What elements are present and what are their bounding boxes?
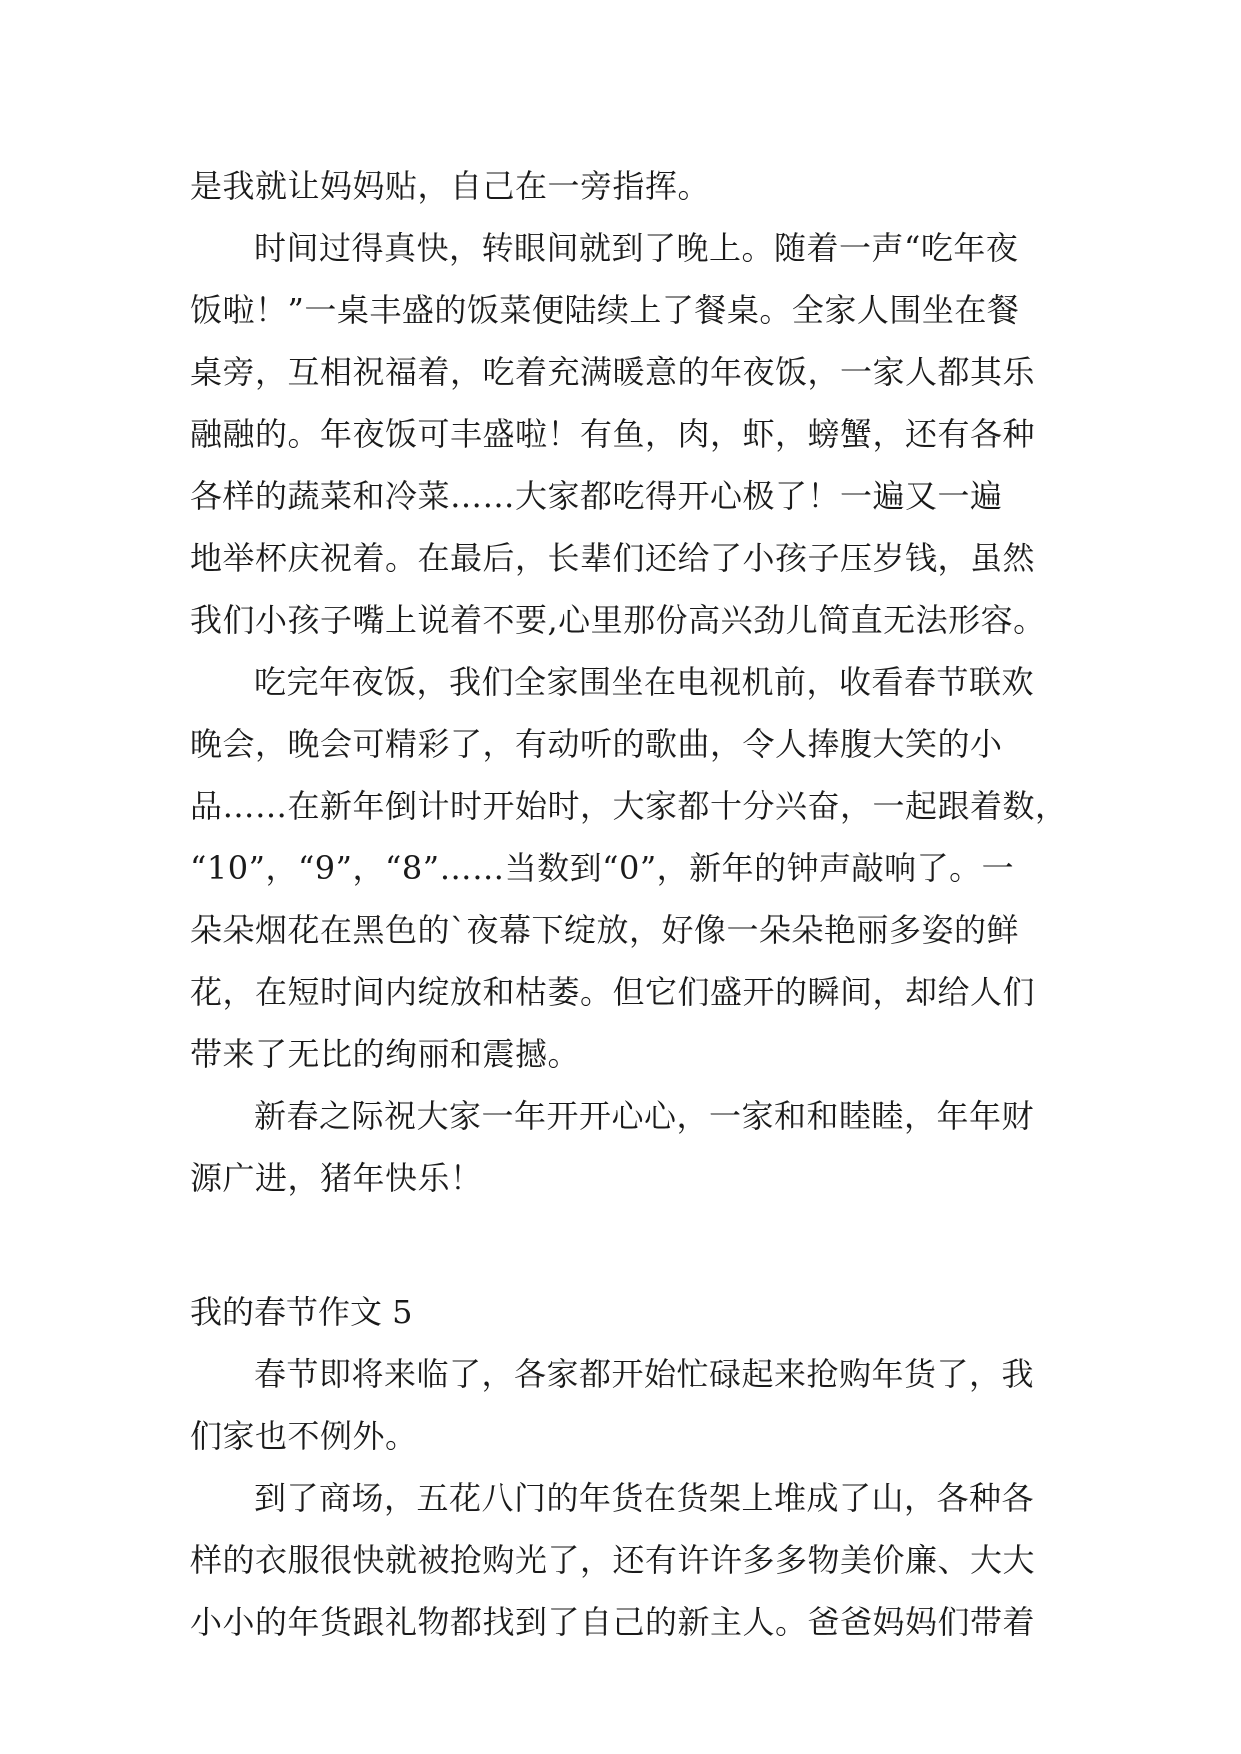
body-text-before-heading xyxy=(190,155,1068,1209)
text-line: 春节即将来临了，各家都开始忙碌起来抢购年货了，我 xyxy=(254,1355,1035,1393)
section-spacer xyxy=(190,1209,1062,1281)
text-line: 到了商场，五花八门的年货在货架上堆成了山，各种各 xyxy=(254,1479,1035,1517)
text-line: 吃完年夜饭，我们全家围坐在电视机前，收看春节联欢 xyxy=(254,663,1035,701)
text-line: 朵朵烟花在黑色的`夜幕下绽放，好像一朵朵艳丽多姿的鲜 xyxy=(190,911,1020,949)
text-line: 花，在短时间内绽放和枯萎。但它们盛开的瞬间，却给人们 xyxy=(190,973,1036,1011)
text-line: 晚会，晚会可精彩了，有动听的歌曲，令人捧腹大笑的小 xyxy=(190,725,1003,763)
text-line: 品……在新年倒计时开始时，大家都十分兴奋，一起跟着数， xyxy=(190,787,1068,825)
document-page xyxy=(190,155,1068,1653)
text-line: 饭啦！”一桌丰盛的饭菜便陆续上了餐桌。全家人围坐在餐 xyxy=(190,291,1020,329)
body-text-after-heading xyxy=(190,1343,1062,1653)
text-line: 小小的年货跟礼物都找到了自己的新主人。爸爸妈妈们带着 xyxy=(190,1603,1036,1641)
text-line: 带来了无比的绚丽和震撼。 xyxy=(190,1035,581,1073)
text-line: 时间过得真快，转眼间就到了晚上。随着一声“吃年夜 xyxy=(254,229,1019,267)
section-heading: 我的春节作文 5 xyxy=(190,1293,413,1331)
text-line: 样的衣服很快就被抢购光了，还有许许多多物美价廉、大大 xyxy=(190,1541,1036,1579)
text-line: 们家也不例外。 xyxy=(190,1417,418,1455)
text-line: 地举杯庆祝着。在最后，长辈们还给了小孩子压岁钱，虽然 xyxy=(190,539,1036,577)
text-line: 各样的蔬菜和冷菜……大家都吃得开心极了！一遍又一遍 xyxy=(190,477,1003,515)
text-line: 源广进，猪年快乐！ xyxy=(190,1159,483,1197)
text-line: “10”，“9”，“8”……当数到“0”，新年的钟声敲响了。一 xyxy=(190,849,1015,887)
text-line: 桌旁，互相祝福着，吃着充满暖意的年夜饭，一家人都其乐 xyxy=(190,353,1036,391)
text-line: 新春之际祝大家一年开开心心，一家和和睦睦，年年财 xyxy=(254,1097,1035,1135)
text-line: 是我就让妈妈贴，自己在一旁指挥。 xyxy=(190,167,711,205)
text-line: 我们小孩子嘴上说着不要,心里那份高兴劲儿简直无法形容。 xyxy=(190,601,1046,639)
text-line: 融融的。年夜饭可丰盛啦！有鱼，肉，虾，螃蟹，还有各种 xyxy=(190,415,1036,453)
